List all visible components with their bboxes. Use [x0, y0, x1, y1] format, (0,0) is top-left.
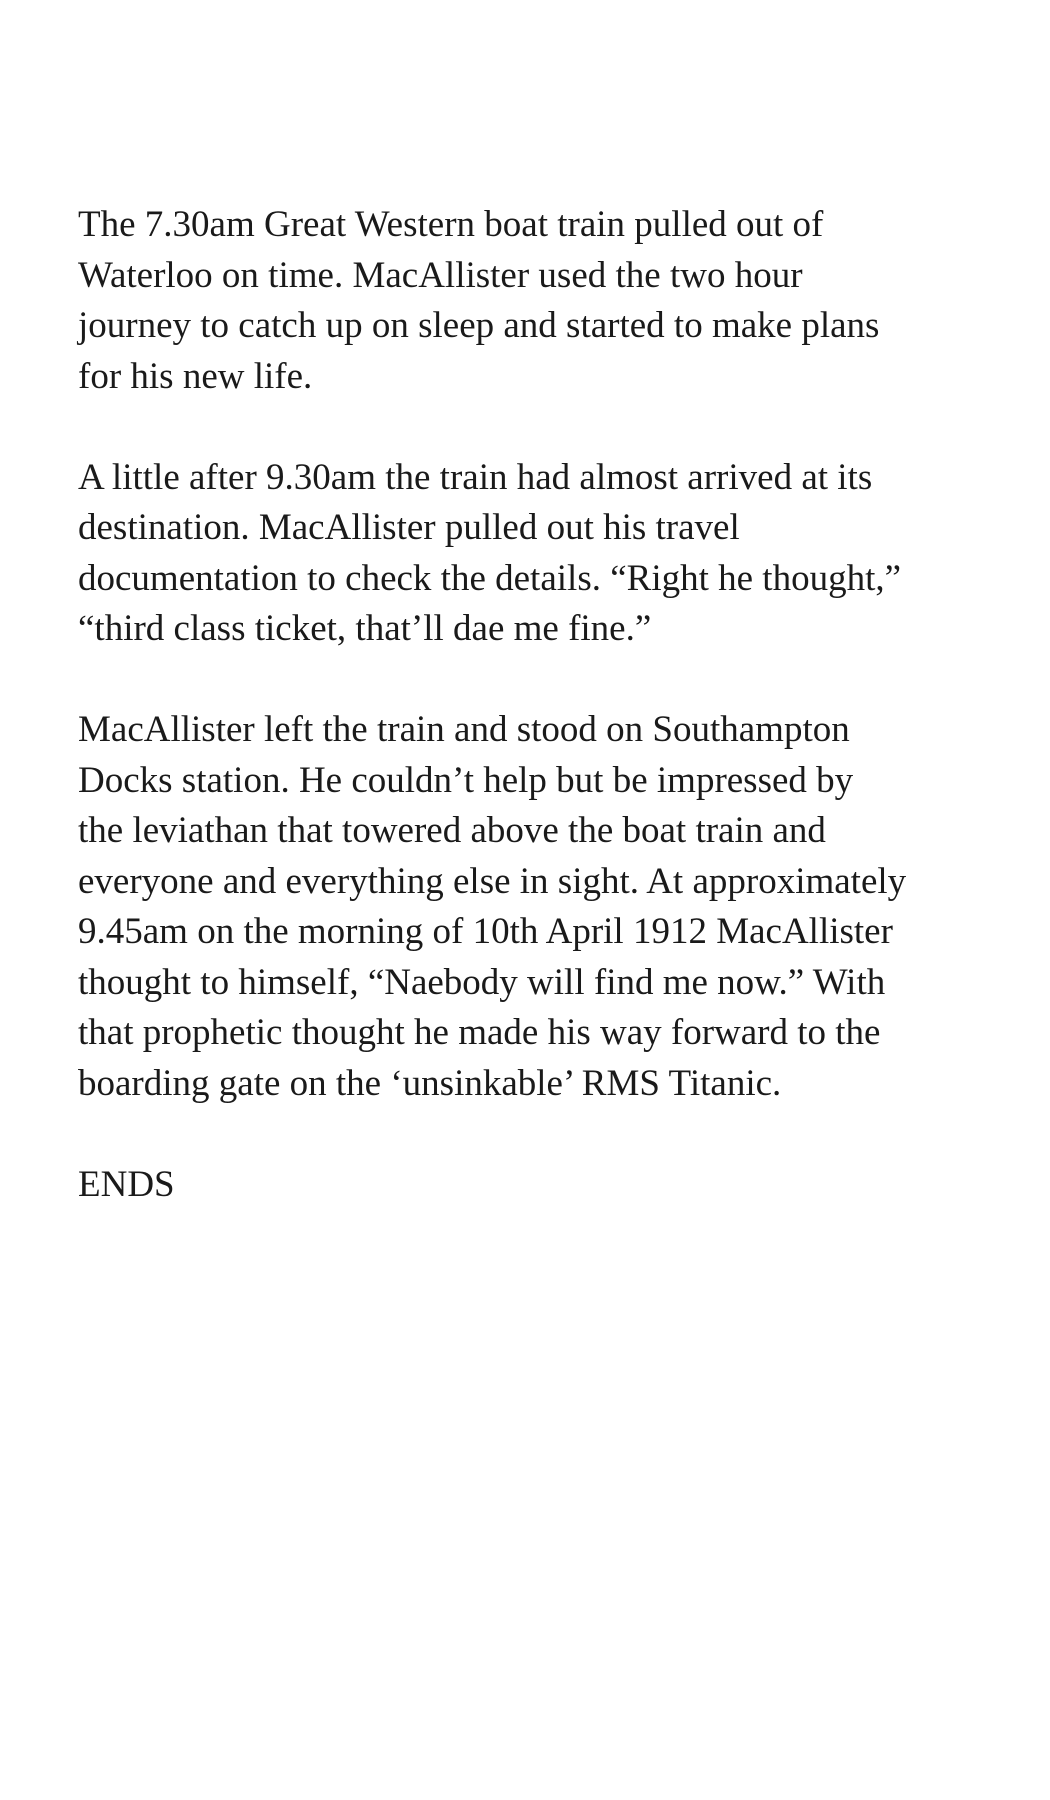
- paragraph-3-line-1: MacAllister left the train and stood on Southampton: [78, 709, 850, 750]
- paragraph-3-line-8: boarding gate on the ‘unsinkable’ RMS Titanic.: [78, 1062, 782, 1104]
- paragraph-1-line-2: Waterloo on time. MacAllister used the two hour: [78, 254, 803, 296]
- paragraph-1-line-1: The 7.30am Great Western boat train pulled out of: [78, 204, 824, 245]
- paragraph-2: [78, 453, 1018, 655]
- paragraph-3-line-7: that prophetic thought he made his way forward to the: [78, 1012, 881, 1053]
- paragraph-1-line-3: journey to catch up on sleep and started to make plans: [78, 305, 880, 346]
- paragraph-3-line-2: Docks station. He couldn’t help but be impressed by: [78, 759, 854, 801]
- paragraph-3-line-5: 9.45am on the morning of 10th April 1912 MacAllister: [78, 911, 893, 952]
- ending-text: ENDS: [78, 1163, 175, 1205]
- paragraph-2-line-1: A little after 9.30am the train had almost arrived at its: [78, 456, 873, 498]
- paragraph-2-line-4: “third class ticket, that’ll dae me fine.”: [78, 608, 652, 649]
- paragraph-3-line-4: everyone and everything else in sight. At approximately: [78, 860, 907, 902]
- paragraph-2-line-3: documentation to check the details. “Right he thought,”: [78, 557, 902, 599]
- paragraph-3-line-3: the leviathan that towered above the boat train and: [78, 810, 826, 851]
- paragraph-2-line-2: destination. MacAllister pulled out his travel: [78, 507, 740, 548]
- story-text: [78, 200, 1018, 1210]
- paragraph-1-line-4: for his new life.: [78, 355, 313, 397]
- paragraph-1: [78, 200, 1018, 402]
- paragraph-3: [78, 705, 1018, 1109]
- paragraph-3-line-6: thought to himself, “Naebody will find me now.” With: [78, 961, 886, 1003]
